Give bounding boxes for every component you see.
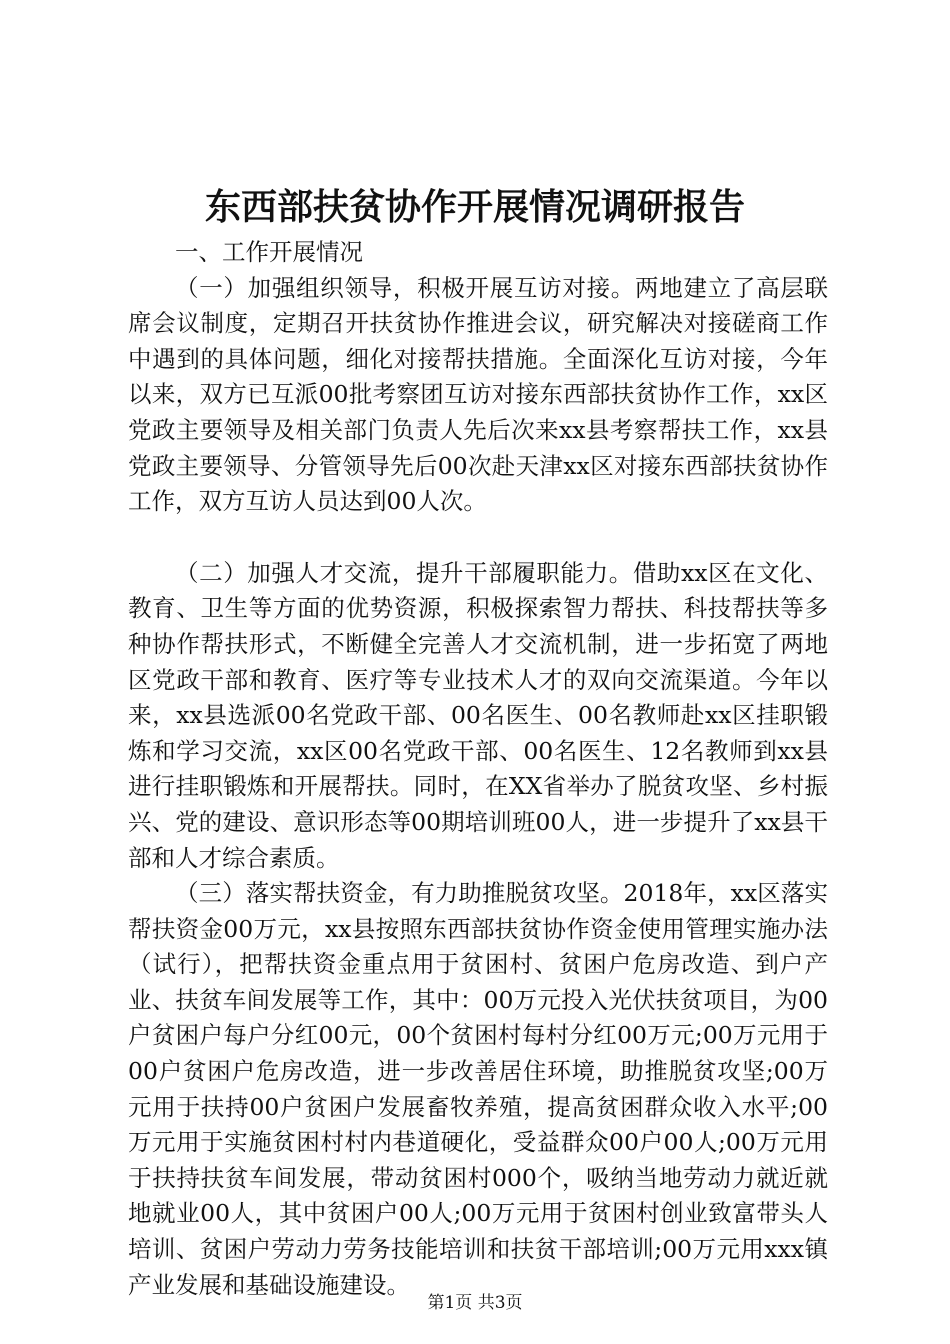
document-body [128, 235, 828, 1303]
page-footer: 第1页 共3页 [427, 1293, 523, 1313]
paragraph-3: （三）落实帮扶资金，有力助推脱贫攻坚。2018年，xx区落实帮扶资金00万元，xx县按照东西部扶贫协作资金使用管理实施办法（试行），把帮扶资金重点用于贫困村、贫困户危房改造、到户产业、扶贫车间发展等工作，其中：00万元投入光伏扶贫项目，为00户贫困户每户分红00元，00个贫困村每村分红00万元;00万元用于00户贫困户危房改造，进一步改善居住环境，助推脱贫攻坚;00万元用于扶持00户贫困户发展畜牧养殖，提高贫困群众收入水平;00万元用于实施贫困村村内巷道硬化，受益群众00户00人;00万元用于扶持扶贫车间发展，带动贫困村000个，吸纳当地劳动力就近就地就业00人，其中贫困户00人;00万元用于贫困村创业致富带头人培训、贫困户劳动力劳务技能培训和扶贫干部培训;00万元用xxx镇产业发展和基础设施建设。 [128, 879, 828, 1299]
document-title: 东西部扶贫协作开展情况调研报告 [204, 186, 745, 228]
section-heading: 一、工作开展情况 [175, 238, 363, 266]
paragraph-2: （二）加强人才交流，提升干部履职能力。借助xx区在文化、教育、卫生等方面的优势资源，积极探索智力帮扶、科技帮扶等多种协作帮扶形式，不断健全完善人才交流机制，进一步拓宽了两地区党政干部和教育、医疗等专业技术人才的双向交流渠道。今年以来，xx县选派00名党政干部、00名医生、00名教师赴xx区挂职锻炼和学习交流，xx区00名党政干部、00名医生、12名教师到xx县进行挂职锻炼和开展帮扶。同时，在XX省举办了脱贫攻坚、乡村振兴、党的建设、意识形态等00期培训班00人，进一步提升了xx县干部和人才综合素质。 [128, 558, 828, 872]
paragraph-1: （一）加强组织领导，积极开展互访对接。两地建立了高层联席会议制度，定期召开扶贫协作推进会议，研究解决对接磋商工作中遇到的具体问题，细化对接帮扶措施。全面深化互访对接，今年以来，双方已互派00批考察团互访对接东西部扶贫协作工作，xx区党政主要领导及相关部门负责人先后次来xx县考察帮扶工作，xx县党政主要领导、分管领导先后00次赴天津xx区对接东西部扶贫协作工作，双方互访人员达到00人次。 [128, 273, 828, 516]
